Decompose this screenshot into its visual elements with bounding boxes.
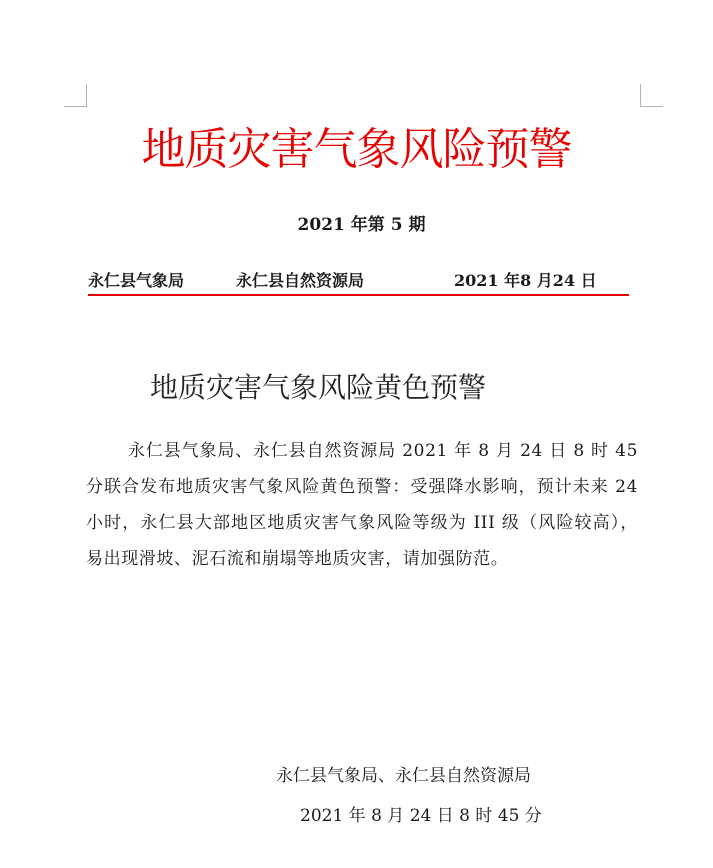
document-main-title: 地质灾害气象风险预警 (141, 124, 572, 175)
issuer-header-line (88, 268, 628, 294)
issue-date: 2021 年8 月24 日 (454, 271, 597, 290)
signature-datetime: 2021 年 8 月 24 日 8 时 45 分 (300, 806, 542, 826)
red-divider-rule (88, 294, 629, 296)
signature-organizations: 永仁县气象局、永仁县自然资源局 (276, 766, 531, 786)
issuer-2: 永仁县自然资源局 (236, 271, 365, 290)
crop-mark-top-right (640, 84, 663, 107)
notice-title: 地质灾害气象风险黄色预警 (150, 371, 487, 404)
crop-mark-top-left (64, 84, 87, 107)
issue-number: 2021 年第 5 期 (297, 215, 426, 235)
notice-body-paragraph: 永仁县气象局、永仁县自然资源局 2021 年 8 月 24 日 8 时 45 分联合发布地质灾害气象风险黄色预警：受强降水影响，预计未来 24 小时，永仁县大部地区地质灾害气象风险等级为 III 级（风险较高），易出现滑坡、泥石流和崩塌等地质灾害，请加强防范。 (86, 441, 638, 569)
issuer-1: 永仁县气象局 (88, 271, 185, 290)
